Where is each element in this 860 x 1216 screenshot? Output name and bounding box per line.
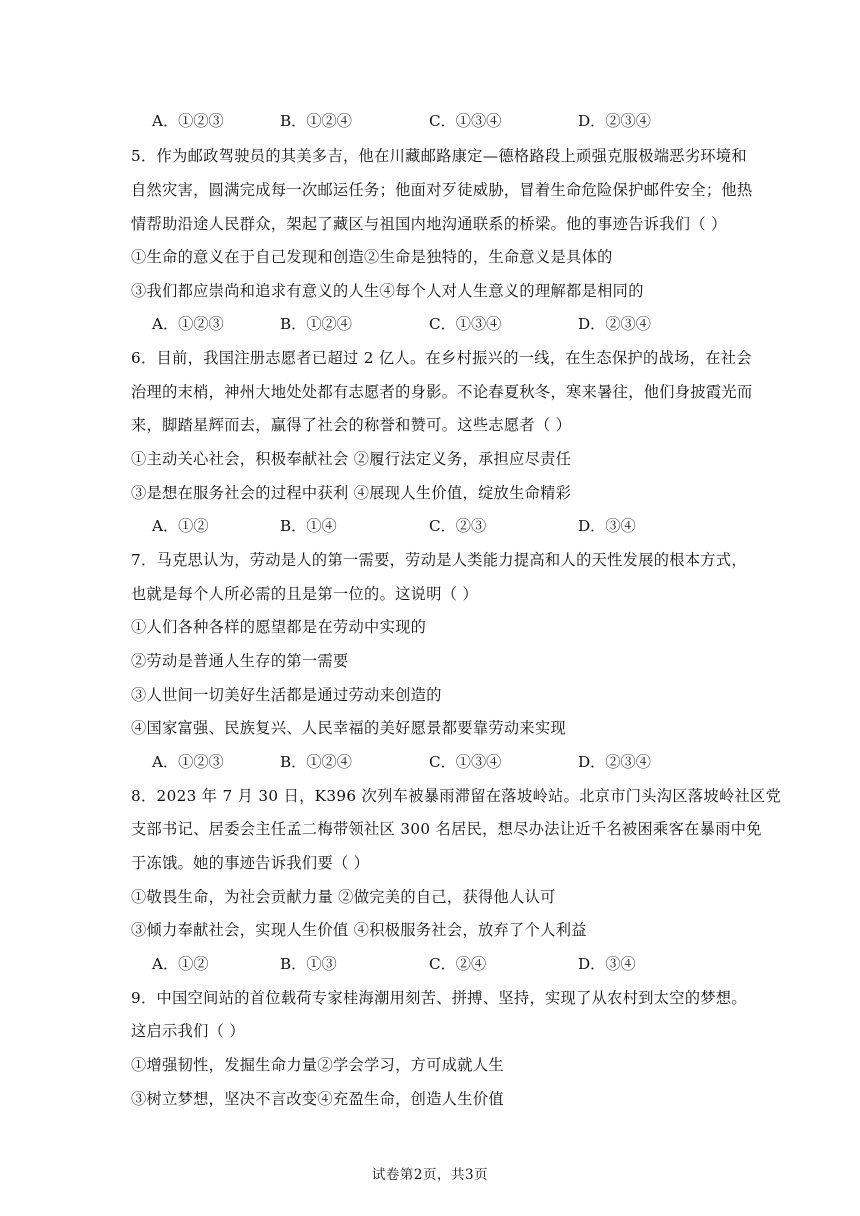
q9-stem-line-2: 这启示我们（ ） (131, 1022, 245, 1040)
q9-statement-2: ③树立梦想，坚决不言改变④充盈生命，创造人生价值 (131, 1090, 504, 1108)
q6-statement-2: ③是想在服务社会的过程中获利 ④展现人生价值，绽放生命精彩 (131, 484, 572, 502)
q5-stem-line-1: 5．作为邮政驾驶员的其美多吉，他在川藏邮路康定—德格路段上顽强克服极端恶劣环境和 (131, 147, 747, 165)
option-d[interactable]: D．③④ (578, 517, 636, 535)
q9-stem-line-1: 9．中国空间站的首位载荷专家桂海潮用刻苦、拼搏、坚持，实现了从农村到太空的梦想。 (131, 989, 747, 1007)
q5-statement-1: ①生命的意义在于自己发现和创造②生命是独特的，生命意义是具体的 (131, 248, 613, 266)
q7-options (152, 751, 712, 773)
q6-statement-1: ①主动关心社会，积极奉献社会 ②履行法定义务，承担应尽责任 (131, 450, 572, 468)
q8-statement-2: ③倾力奉献社会，实现人生价值 ④积极服务社会，放弃了个人利益 (131, 921, 587, 939)
q8-stem-line-2: 支部书记、居委会主任孟二梅带领社区 300 名居民，想尽办法让近千名被困乘客在暴雨中免 (131, 820, 762, 838)
q7-statement-3: ③人世间一切美好生活都是通过劳动来创造的 (131, 686, 442, 704)
q8-options (152, 953, 712, 975)
q6-stem-line-2: 治理的末梢，神州大地处处都有志愿者的身影。不论春夏秋冬，寒来暑往，他们身披霞光而 (131, 383, 753, 401)
q4-options (152, 110, 712, 132)
option-b[interactable]: B．①④ (280, 517, 337, 535)
option-b[interactable]: B．①②④ (280, 315, 352, 333)
option-d[interactable]: D．②③④ (578, 112, 651, 130)
option-a[interactable]: A．①② (152, 517, 209, 535)
option-b[interactable]: B．①②④ (280, 112, 352, 130)
option-c[interactable]: C．①③④ (429, 112, 502, 130)
option-c[interactable]: C．②③ (429, 517, 487, 535)
option-c[interactable]: C．②④ (429, 955, 487, 973)
q9-statement-1: ①增强韧性，发掘生命力量②学会学习，方可成就人生 (131, 1056, 504, 1074)
q8-statement-1: ①敬畏生命，为社会贡献力量 ②做完美的自己，获得他人认可 (131, 888, 556, 906)
option-b[interactable]: B．①③ (280, 955, 337, 973)
q5-statement-2: ③我们都应崇尚和追求有意义的人生④每个人对人生意义的理解都是相同的 (131, 282, 644, 300)
q7-statement-4: ④国家富强、民族复兴、人民幸福的美好愿景都要靠劳动来实现 (131, 719, 567, 737)
page-footer: 试卷第2页，共3页 (371, 1167, 489, 1183)
q7-stem-line-2: 也就是每个人所必需的且是第一位的。这说明（ ） (131, 585, 479, 603)
q6-options (152, 515, 712, 537)
option-a[interactable]: A．①②③ (152, 753, 224, 771)
q6-stem-line-3: 来，脚踏星辉而去，赢得了社会的称誉和赞可。这些志愿者（ ） (131, 416, 572, 434)
option-d[interactable]: D．③④ (578, 955, 636, 973)
option-d[interactable]: D．②③④ (578, 315, 651, 333)
q5-options (152, 313, 712, 335)
option-d[interactable]: D．②③④ (578, 753, 651, 771)
option-c[interactable]: C．①③④ (429, 315, 502, 333)
q8-stem-line-1: 8．2023 年 7 月 30 日，K396 次列车被暴雨滞留在落坡岭站。北京市门头沟区落坡岭社区党 (131, 787, 782, 805)
option-a[interactable]: A．①②③ (152, 315, 224, 333)
q5-stem-line-3: 情帮助沿途人民群众，架起了藏区与祖国内地沟通联系的桥梁。他的事迹告诉我们（ ） (131, 215, 727, 233)
option-b[interactable]: B．①②④ (280, 753, 352, 771)
q8-stem-line-3: 于冻饿。她的事迹告诉我们要（ ） (131, 854, 370, 872)
q7-stem-line-1: 7．马克思认为，劳动是人的第一需要，劳动是人类能力提高和人的天性发展的根本方式， (131, 551, 747, 569)
option-c[interactable]: C．①③④ (429, 753, 502, 771)
q5-stem-line-2: 自然灾害，圆满完成每一次邮运任务；他面对歹徒威胁，冒着生命危险保护邮件安全；他热 (131, 181, 753, 199)
q7-statement-1: ①人们各种各样的愿望都是在劳动中实现的 (131, 618, 427, 636)
q7-statement-2: ②劳动是普通人生存的第一需要 (131, 652, 349, 670)
option-a[interactable]: A．①②③ (152, 112, 224, 130)
q6-stem-line-1: 6．目前，我国注册志愿者已超过 2 亿人。在乡村振兴的一线，在生态保护的战场，在社会 (131, 349, 752, 367)
option-a[interactable]: A．①② (152, 955, 209, 973)
